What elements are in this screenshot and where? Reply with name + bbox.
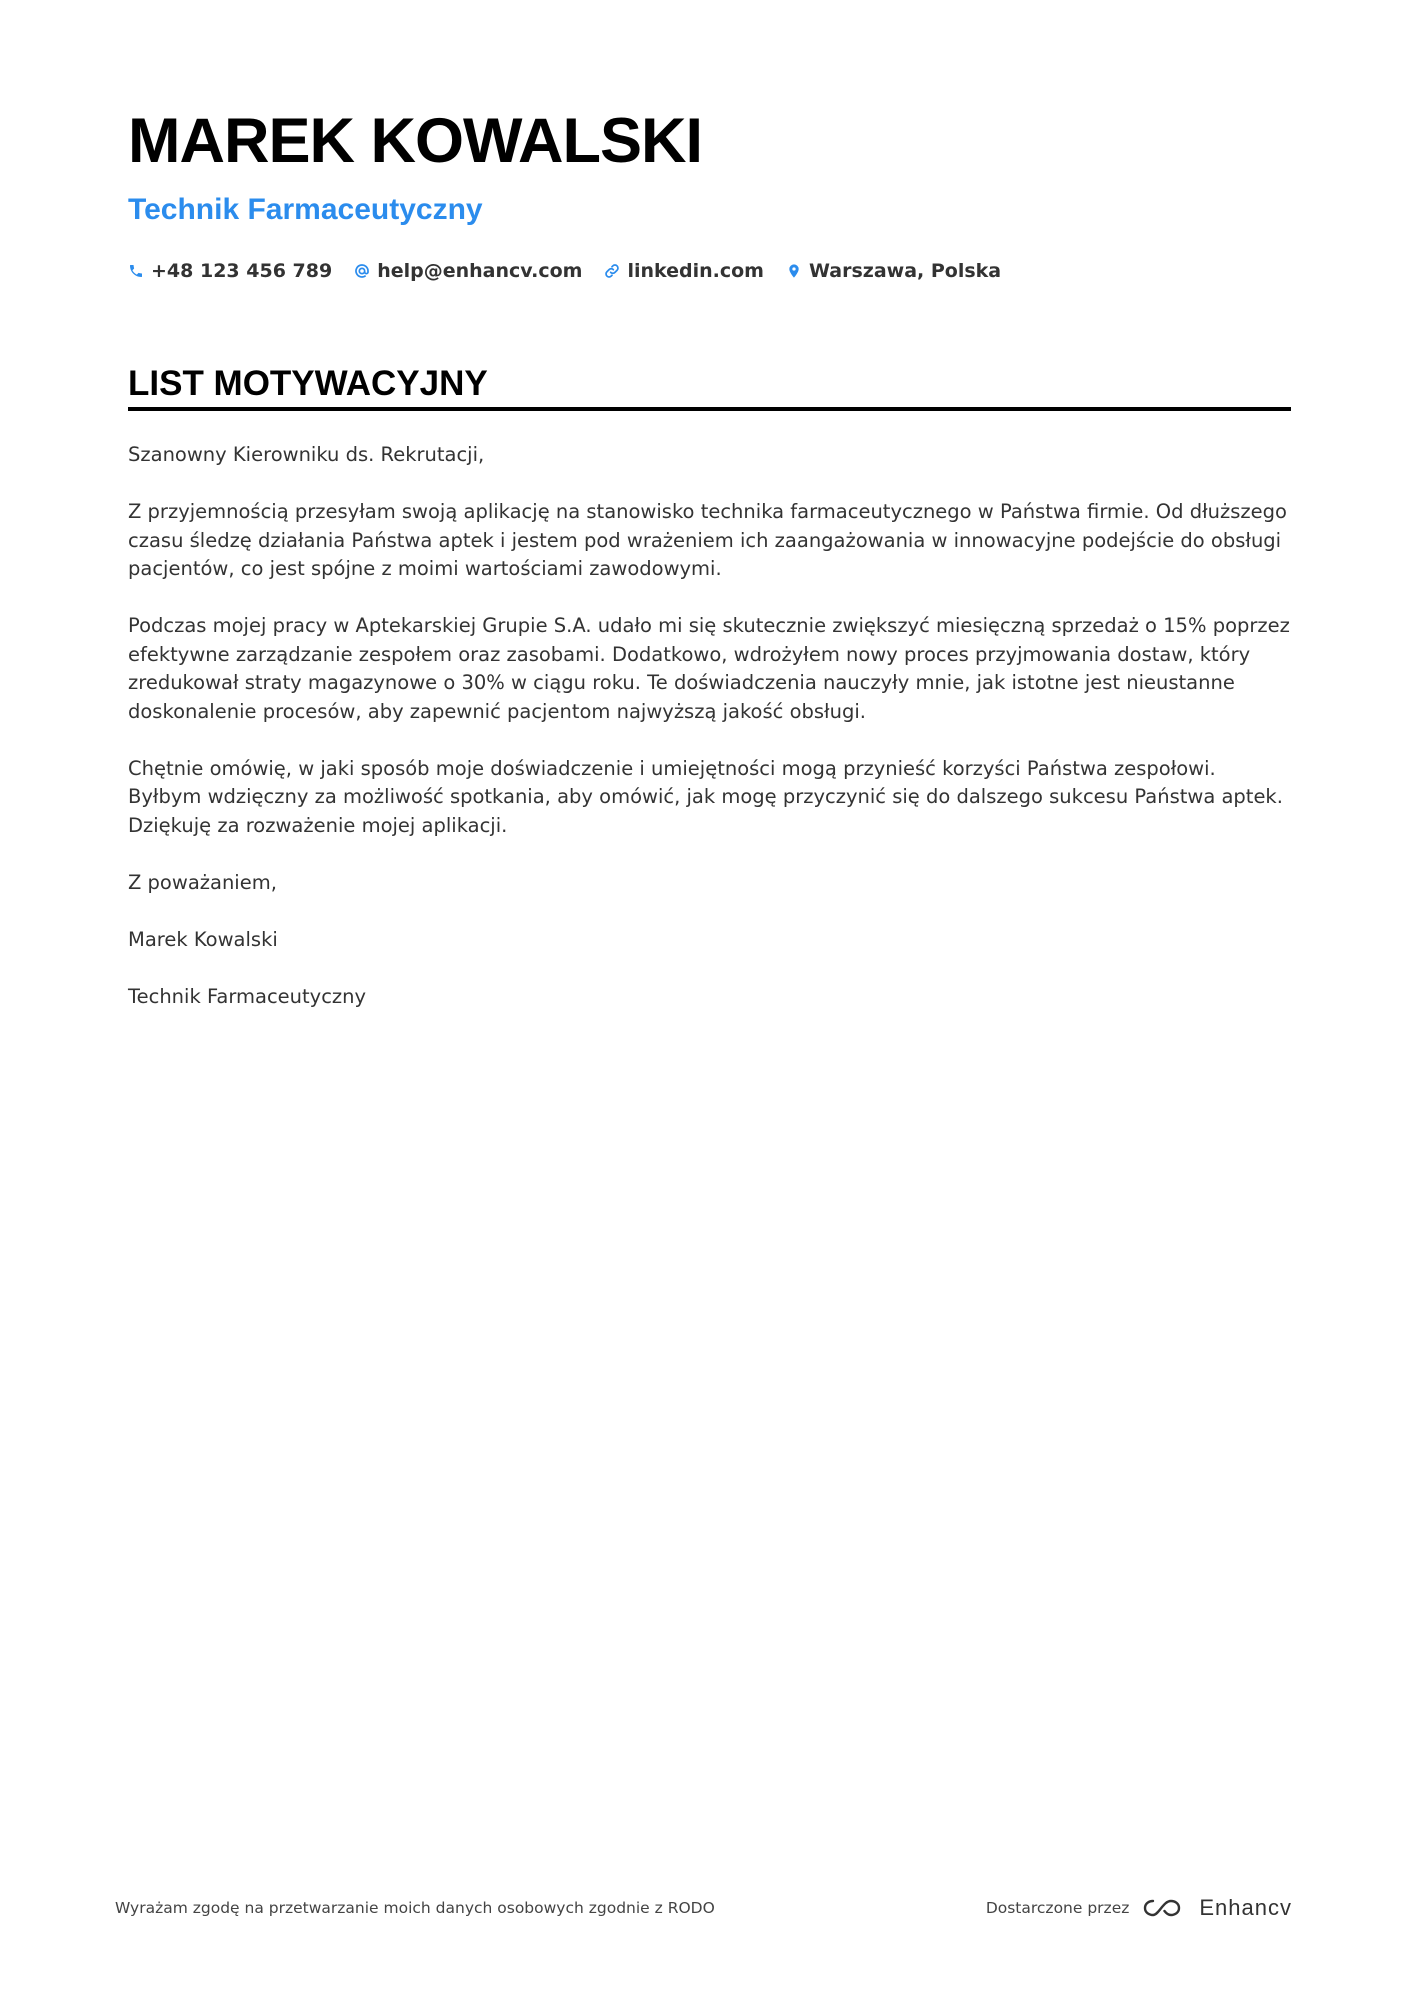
contact-phone (128, 260, 332, 282)
link-text[interactable]: linkedin.com (627, 260, 764, 282)
location-text: Warszawa, Polska (808, 260, 1002, 282)
sign-off: Z poważaniem, (128, 870, 277, 894)
email-text[interactable]: help@enhancv.com (377, 260, 583, 282)
candidate-name: MAREK KOWALSKI (128, 106, 702, 176)
contact-link[interactable] (604, 260, 764, 282)
phone-text: +48 123 456 789 (151, 260, 333, 282)
letter-body (128, 441, 1291, 1011)
link-icon (604, 263, 620, 279)
signature-title: Technik Farmaceutyczny (128, 984, 367, 1008)
page-footer (115, 1895, 1292, 1921)
paragraph-intro: Z przyjemnością przesyłam swoją aplikację na stanowisko technika farmaceutycznego w Państwa firmie. Od dłuższego czasu śledzę działania Państwa aptek i jestem pod wrażeniem ich zaangażowania w innowacyjne podejście do obsługi pacjentów, co jest spójne z moimi wartościami zawodowymi. (128, 500, 1287, 580)
contact-location (786, 260, 1001, 282)
powered-by (986, 1895, 1292, 1921)
salutation: Szanowny Kierowniku ds. Rekrutacji, (128, 443, 485, 466)
location-pin-icon (786, 263, 802, 279)
cover-letter-page (128, 106, 1291, 1040)
paragraph-experience: Podczas mojej pracy w Aptekarskiej Grupie S.A. udało mi się skutecznie zwiększyć miesięczną sprzedaż o 15% poprzez efektywne zarządzanie zespołem oraz zasobami. Dodatkowo, wdrożyłem nowy proces przyjmowania dostaw, który zredukował straty magazynowe o 30% w ciągu roku. Te doświadczenia nauczyły mnie, jak istotne jest nieustanne doskonalenie procesów, aby zapewnić pacjentom najwyższą jakość obsługi. (128, 614, 1290, 723)
contact-bar (128, 260, 1291, 282)
contact-email[interactable] (354, 260, 582, 282)
paragraph-closing: Chętnie omówię, w jaki sposób moje doświadczenie i umiejętności mogą przynieść korzyści Państwa zespołowi. Byłbym wdzięczny za możliwość spotkania, aby omówić, jak mogę przyczynić się do dalszego sukcesu Państwa aptek. Dziękuję za rozważenie mojej aplikacji. (128, 756, 1283, 837)
brand-name: Enhancv (1199, 1895, 1292, 1920)
phone-icon (128, 263, 144, 279)
consent-text: Wyrażam zgodę na przetwarzanie moich danych osobowych zgodnie z RODO (115, 1899, 715, 1917)
signature-name: Marek Kowalski (128, 927, 278, 951)
enhancv-logo-icon (1141, 1896, 1187, 1920)
powered-by-label: Dostarczone przez (985, 1899, 1130, 1917)
candidate-role: Technik Farmaceutyczny (128, 193, 483, 226)
section-title: LIST MOTYWACYJNY (128, 366, 1291, 411)
at-icon (354, 263, 370, 279)
